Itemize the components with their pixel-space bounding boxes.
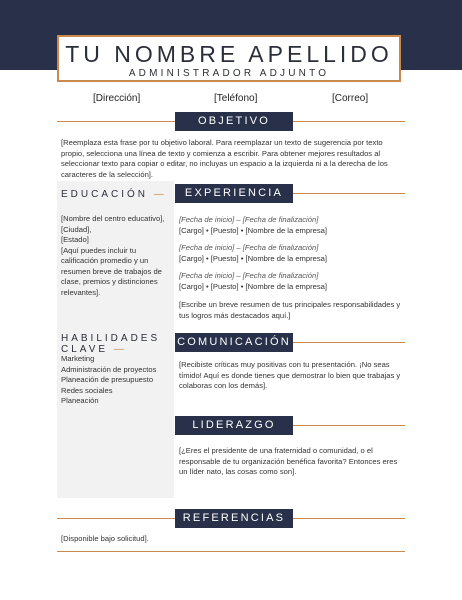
skill-item: Redes sociales (61, 385, 113, 395)
experience-job-2 (179, 243, 405, 264)
communication-rule (293, 342, 405, 343)
skill-item: Administración de proyectos (61, 364, 157, 374)
job-details: [Cargo] • [Puesto] • [Nombre de la empresa] (179, 225, 327, 235)
education-city: [Ciudad], (61, 224, 92, 234)
job-dates: [Fecha de inicio] – [Fecha de finalización] (179, 215, 319, 224)
section-heading-leadership: LIDERAZGO (175, 416, 293, 435)
experience-job-3 (179, 271, 405, 292)
education-heading-text: EDUCACIÓN (61, 189, 149, 200)
skills-heading-line1: HABILIDADES (61, 333, 161, 344)
experience-job-1 (179, 215, 405, 236)
job-details: [Cargo] • [Puesto] • [Nombre de la empresa] (179, 281, 327, 291)
name-box (57, 35, 401, 82)
job-dates: [Fecha de inicio] – [Fecha de finalización] (179, 271, 319, 280)
skills-heading-line2: CLAVE (61, 344, 109, 355)
education-state: [Estado] (61, 235, 89, 244)
section-heading-experience: EXPERIENCIA (175, 184, 293, 203)
education-heading (61, 189, 167, 200)
leadership-text: [¿Eres el presidente de una fraternidad o comunidad, o el responsable de tu organización benéfica favorita? Entonces eres un líder nato, las cosas como son]. (179, 446, 398, 476)
contact-email: [Correo] (332, 93, 369, 104)
job-title: ADMINISTRADOR ADJUNTO (128, 68, 330, 79)
references-text: [Disponible bajo solicitud]. (61, 534, 149, 543)
communication-text: [Recibiste críticas muy positivas con tu presentación. ¡No seas tímido! Aquí es donde tienes que demostrar lo bien que trabajas y colaboras con los demás]. (179, 360, 401, 390)
skill-item: Planeación de presupuesto (61, 375, 154, 384)
skills-list (61, 354, 173, 407)
education-school: [Nombre del centro educativo], (61, 214, 165, 223)
education-details (61, 214, 171, 298)
job-dates: [Fecha de inicio] – [Fecha de finalización] (179, 243, 319, 252)
skill-item: Marketing (61, 354, 95, 363)
contact-address: [Dirección] (93, 93, 141, 104)
experience-summary: [Escribe un breve resumen de tus principales responsabilidades y tus logros más destacados aquí.] (179, 300, 401, 320)
contact-phone: [Teléfono] (214, 93, 258, 104)
section-heading-references: REFERENCIAS (175, 509, 293, 528)
skill-item: Planeación (61, 396, 99, 405)
skills-dash: — (113, 344, 127, 355)
experience-rule (293, 193, 405, 194)
skills-heading (61, 333, 160, 355)
section-heading-objective: OBJETIVO (175, 112, 293, 131)
leadership-rule (293, 425, 405, 426)
education-summary: [Aquí puedes incluir tu calificación promedio y un resumen breve de trabajos de clase, premios y distinciones relevantes]. (61, 245, 162, 297)
objective-text: [Reemplaza esta frase por tu objetivo laboral. Para reemplazar un texto de sugerencia por texto propio, selecciona una línea de texto y comienza a escribir. Para obtener mejores resultados al seleccionar texto para copiar o editar, no incluyas un espacio a la izquierda ni a la derecha de los caracteres de la selección]. (61, 138, 388, 179)
resume-name: TU NOMBRE APELLIDO (65, 41, 393, 67)
education-dash: — (153, 189, 167, 200)
bottom-rule (57, 551, 405, 552)
job-details: [Cargo] • [Puesto] • [Nombre de la empresa] (179, 253, 327, 263)
section-heading-communication: COMUNICACIÓN (175, 333, 293, 352)
